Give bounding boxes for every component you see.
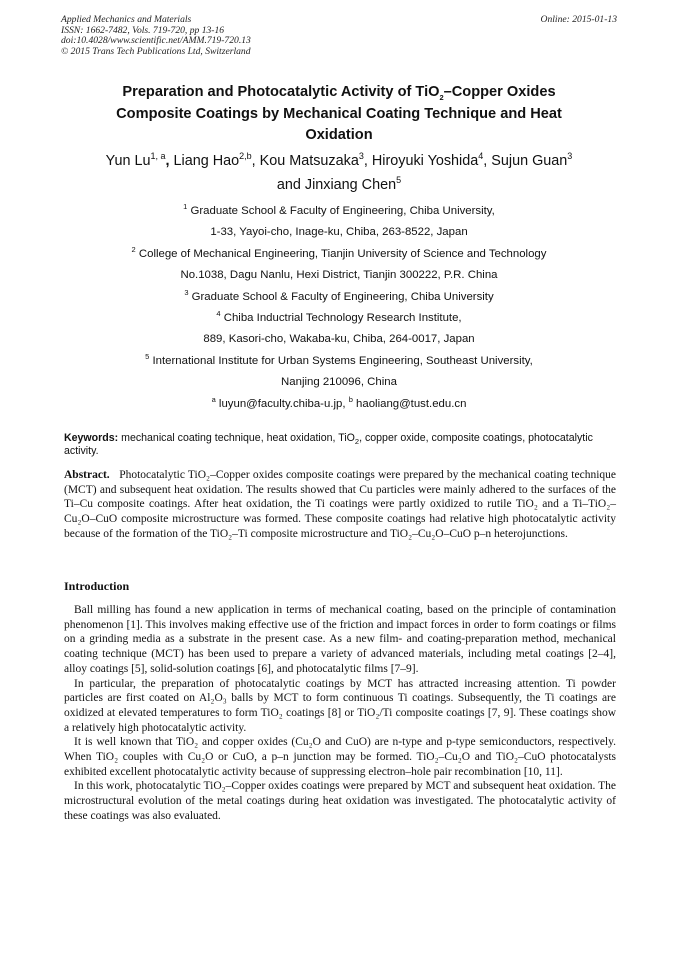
author-name: Hiroyuki Yoshida xyxy=(371,153,479,169)
abstract-label: Abstract. xyxy=(64,469,110,481)
affiliations xyxy=(60,201,618,415)
affiliation-line: 1-33, Yayoi-cho, Inage-ku, Chiba, 263-8522, Japan xyxy=(210,226,468,239)
author-affil-mark: 4 xyxy=(478,151,484,162)
doi-line[interactable]: doi:10.4028/www.scientific.net/AMM.719-720.13 xyxy=(61,35,251,47)
authors-line-2 xyxy=(60,174,618,198)
affiliation-line: Nanjing 210096, China xyxy=(281,376,397,389)
author-name: Yun Lu xyxy=(105,153,151,169)
affiliation-line: $^4$ Chiba Inductrial Technology Research Institute, xyxy=(216,309,462,325)
introduction-body xyxy=(64,603,616,824)
author-name: Sujun Guan xyxy=(491,153,568,169)
title-line-2: Composite Coatings by Mechanical Coating Technique and Heat xyxy=(116,105,562,122)
copyright-line: © 2015 Trans Tech Publications Ltd, Switzerland xyxy=(61,45,251,57)
journal-name: Applied Mechanics and Materials xyxy=(61,14,192,25)
online-date: Online: 2015-01-13 xyxy=(540,14,617,25)
paragraph: In particular, the preparation of photocatalytic coatings by MCT has attracted increasing attention. Ti powder particles are first coated on Al₂O₃ balls by MCT to form continuous Ti coatings. Subsequently, the Ti coatings are oxidized at elevated temperatures to form TiO₂ coatings [8] or TiO₂/Ti composite coatings [7, 9]. These coatings show a relatively high photocatalytic activity. xyxy=(64,677,616,734)
paper-title xyxy=(60,82,618,147)
email-line: $^a$ luyun@faculty.chiba-u.jp, $^b$ haoliang@tust.edu.cn xyxy=(211,394,467,410)
author-affil-mark: 5 xyxy=(396,174,402,185)
title-line-1: Preparation and Photocatalytic Activity of TiO$_2$–Copper Oxides xyxy=(122,84,556,102)
paragraph: In this work, photocatalytic TiO₂–Copper oxides coatings were prepared by MCT and subsequent heat oxidation. The microstructural evolution of the metal coatings during heat oxidation was investigated. The photocatalytic activity of these coatings was also evaluated. xyxy=(64,780,616,822)
authors-line-1: Yun Lu$^{1, a}$, Liang Hao$^{2,b}$, Kou Matsuzaka$^3$, Hiroyuki Yoshida$^4$, Sujun Guan$^3$ xyxy=(105,151,573,169)
affiliation-line: 889, Kasori-cho, Wakaba-ku, Chiba, 264-0017, Japan xyxy=(203,333,475,346)
author-name: Liang Hao xyxy=(173,153,240,169)
author-affil-mark: 3 xyxy=(567,151,573,162)
affiliation-line: $^5$ International Institute for Urban Systems Engineering, Southeast University, xyxy=(145,352,533,367)
paragraph: It is well known that TiO₂ and copper oxides (Cu₂O and CuO) are n-type and p-type semiconductors, respectively. When TiO₂ couples with Cu₂O or CuO, a p–n junction may be formed. TiO₂–Cu₂O and TiO₂–CuO photocatalysts exhibited excellent photocatalytic activity because of suppressing electron–hole pair recombination [10, 11]. xyxy=(64,736,616,778)
affiliation-line: $^1$ Graduate School & Faculty of Engineering, Chiba University, xyxy=(183,202,495,217)
keywords-label: Keywords: xyxy=(64,432,119,444)
author-list xyxy=(60,150,618,197)
journal-header xyxy=(61,15,617,57)
author-name: and Jinxiang Chen xyxy=(276,176,397,193)
title-line-3: Oxidation xyxy=(305,127,373,143)
abstract-text: Photocatalytic TiO₂–Copper oxides composite coatings were prepared by the mechanical coating technique (MCT) and subsequent heat oxidation. The results showed that Cu particles were mainly adhered to the surfaces of the Ti–Cu composite coatings. After heat oxidation, the Ti coatings were partly oxidized to rutile TiO₂ and a Ti–TiO₂–Cu₂O–CuO composite microstructure was formed. These composite coatings had relative high photocatalytic activity because of the formation of the TiO₂–Ti composite microstructure and TiO₂–Cu₂O–CuO p–n heterojunctions. xyxy=(64,469,616,540)
email-b[interactable]: haoliang@tust.edu.cn xyxy=(356,397,467,410)
affiliation-line: No.1038, Dagu Nanlu, Hexi District, Tianjin 300222, P.R. China xyxy=(180,269,498,282)
author-affil-mark: 1, a xyxy=(150,151,166,162)
issn-line: ISSN: 1662-7482, Vols. 719-720, pp 13-16 xyxy=(61,24,225,36)
affiliation-line: $^2$ College of Mechanical Engineering, Tianjin University of Science and Technology xyxy=(131,245,547,260)
author-name: Kou Matsuzaka xyxy=(259,153,359,169)
abstract xyxy=(64,468,616,542)
paragraph: Ball milling has found a new application in terms of mechanical coating, based on the principle of contamination phenomenon [1]. This involves making effective use of the friction and impact forces in order to form coatings or films on a grinding media as a substrate in the present case. As a new film- and coating-preparation method, mechanical coating technique (MCT) has been used to prepare a variety of advanced materials, including metal coatings [2–4], alloy coatings [5], solid-solution coatings [6], and photocatalytic films [7–9]. xyxy=(64,604,616,675)
section-heading-introduction: Introduction xyxy=(64,579,130,593)
author-affil-mark: 3 xyxy=(358,151,364,162)
email-a[interactable]: luyun@faculty.chiba-u.jp xyxy=(218,397,343,410)
author-affil-mark: 2,b xyxy=(239,151,252,162)
affiliation-line: $^3$ Graduate School & Faculty of Engineering, Chiba University xyxy=(184,287,494,303)
keywords: Keywords: mechanical coating technique, heat oxidation, TiO$_2$, copper oxide, composite coatings, photocatalytic activity. xyxy=(64,432,593,457)
